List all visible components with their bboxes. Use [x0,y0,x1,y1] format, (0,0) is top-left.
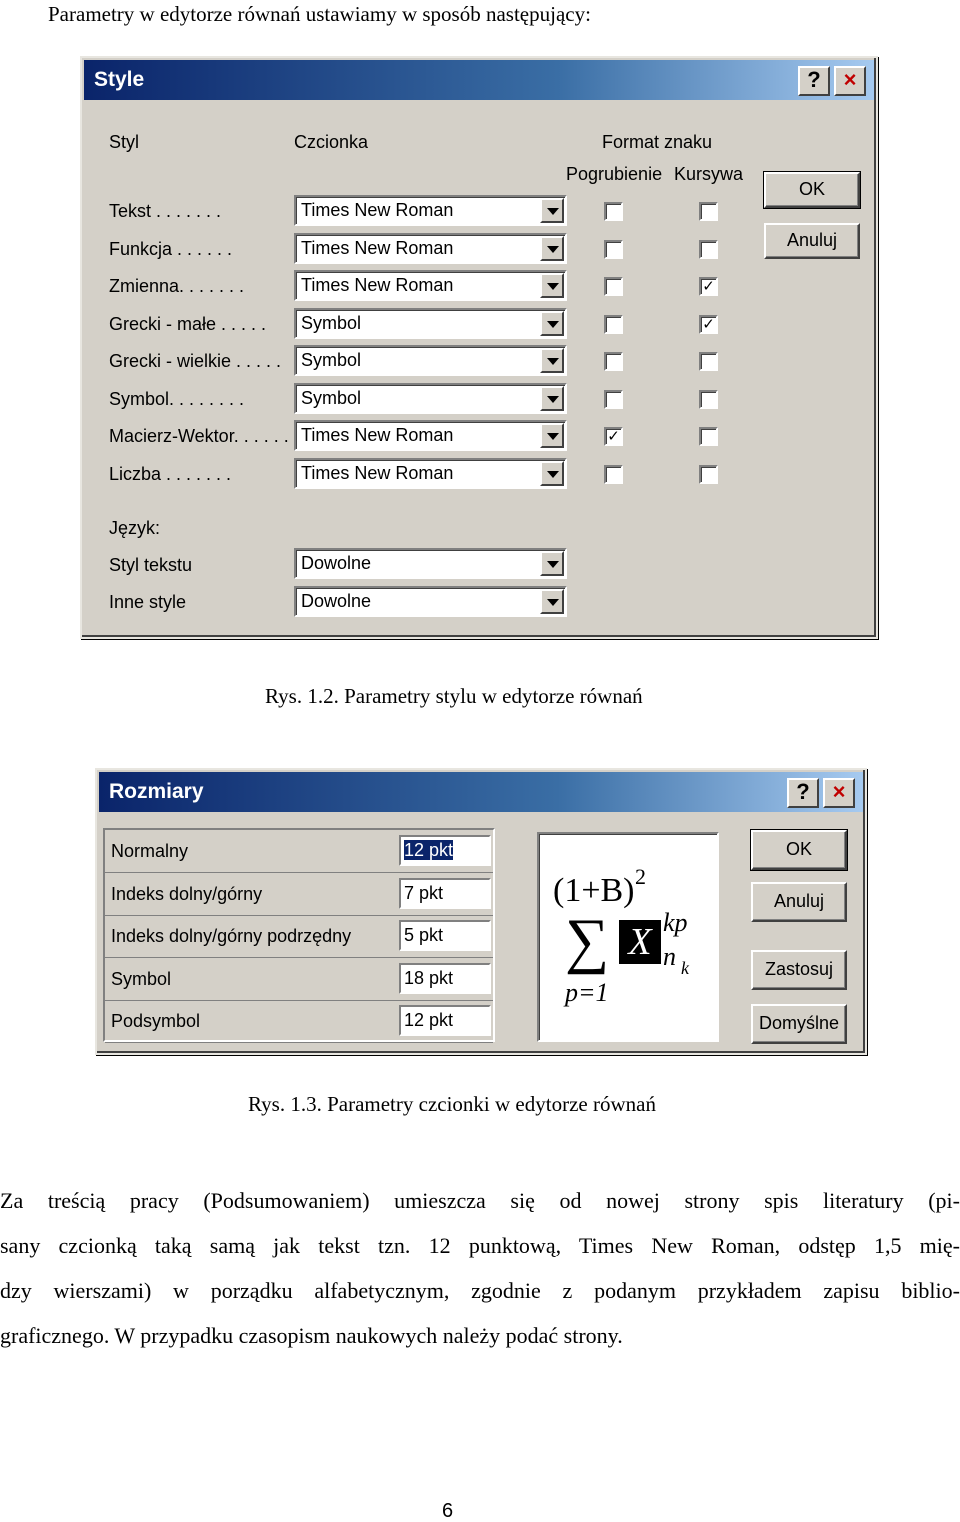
bold-checkbox[interactable] [604,240,623,259]
bold-checkbox[interactable] [604,202,623,221]
font-select-value: Symbol [301,312,362,333]
font-select[interactable] [294,195,567,226]
preview-exp: 2 [635,864,646,889]
size-input-value: 5 pkt [404,925,444,945]
chevron-down-icon[interactable] [540,551,564,576]
font-select-value: Times New Roman [301,275,454,295]
size-row-label: Normalny [111,841,189,861]
font-select[interactable] [294,383,567,414]
help-button[interactable]: ? [787,778,819,808]
cancel-button[interactable]: Anuluj [751,882,847,922]
text-style-label: Styl tekstu [109,555,193,575]
apply-button[interactable]: Zastosuj [751,950,847,990]
bold-checkbox[interactable]: ✓ [604,427,623,446]
formula-preview [537,832,719,1042]
chevron-down-icon[interactable] [540,461,564,486]
size-row [105,873,493,916]
size-row-label: Indeks dolny/górny podrzędny [111,926,352,946]
other-style-value: Dowolne [301,591,372,611]
close-icon[interactable]: × [834,66,866,96]
paragraph-line: Za treścią pracy (Podsumowaniem) umieszcza się od nowej strony spis literatury (pi- [0,1188,960,1213]
preview-sum: ∑ [565,907,610,975]
style-dialog-titlebar[interactable] [84,60,874,100]
chevron-down-icon[interactable] [540,386,564,411]
ok-button[interactable]: OK [751,830,847,870]
size-input[interactable] [399,920,491,951]
sizes-list [103,828,495,1042]
paragraph-line: dzy wierszami) w porządku alfabetycznym, zgodnie z podanym przykładem zapisu biblio- [0,1278,960,1303]
italic-checkbox[interactable]: ✓ [699,315,718,334]
italic-checkbox[interactable] [699,352,718,371]
bold-checkbox[interactable] [604,390,623,409]
chevron-down-icon[interactable] [540,311,564,336]
chevron-down-icon[interactable] [540,198,564,223]
ok-button[interactable]: OK [764,172,860,208]
style-row-label: Liczba . . . . . . . [109,463,232,484]
style-dialog [80,56,878,639]
italic-checkbox[interactable] [699,202,718,221]
text-style-value: Dowolne [301,553,372,573]
preview-subsub: k [681,958,689,978]
font-select-value: Times New Roman [301,462,454,483]
preview-sub: n [663,942,676,971]
sizes-dialog-title: Rozmiary [109,780,204,803]
style-row-label: Grecki - małe . . . . . [109,313,267,334]
chevron-down-icon[interactable] [540,423,564,448]
font-select-value: Symbol [301,350,362,370]
chevron-down-icon[interactable] [540,273,564,298]
cancel-button[interactable]: Anuluj [764,223,860,259]
size-input[interactable] [399,1005,491,1036]
header-bold: Pogrubienie [566,164,663,184]
size-row [105,915,493,958]
font-select[interactable] [294,308,567,339]
italic-checkbox[interactable] [699,390,718,409]
style-row-label: Funkcja . . . . . . [109,238,233,259]
header-italic: Kursywa [674,164,744,184]
chevron-down-icon[interactable] [540,348,564,373]
figure-caption-2: Rys. 1.3. Parametry czcionki w edytorze równań [248,1092,656,1116]
font-select[interactable] [294,270,567,301]
size-row [105,830,493,873]
size-input-value: 18 pkt [404,967,454,988]
chevron-down-icon[interactable] [540,589,564,614]
page-number: 6 [442,1500,454,1522]
style-row-label: Tekst . . . . . . . [109,201,222,221]
figure-caption-1: Rys. 1.2. Parametry stylu w edytorze równań [265,684,643,708]
header-format: Format znaku [602,132,713,152]
italic-checkbox[interactable] [699,240,718,259]
font-select[interactable] [294,420,567,451]
size-input[interactable] [399,963,491,994]
intro-text: Parametry w edytorze równań ustawiamy w sposób następujący: [48,2,591,26]
sizes-dialog [95,768,867,1055]
italic-checkbox[interactable]: ✓ [699,277,718,296]
sizes-dialog-titlebar[interactable] [99,772,863,812]
italic-checkbox[interactable] [699,465,718,484]
size-row [105,958,493,1001]
style-row-label: Symbol. . . . . . . . [109,388,245,409]
size-input[interactable] [399,835,491,866]
size-input-value: 7 pkt [404,882,444,903]
paragraph-line: graficznego. W przypadku czasopism naukowych należy podać strony. [0,1323,623,1348]
size-input-value: 12 pkt [404,840,454,860]
language-label: Język: [109,518,161,538]
bold-checkbox[interactable] [604,277,623,296]
italic-checkbox[interactable] [699,427,718,446]
bold-checkbox[interactable] [604,352,623,371]
style-dialog-title: Style [94,68,145,91]
bold-checkbox[interactable] [604,465,623,484]
size-row-label: Indeks dolny/górny [111,883,263,904]
defaults-button[interactable]: Domyślne [751,1004,847,1044]
preview-var: X [619,920,661,964]
body-paragraph [0,1178,960,1358]
font-select-value: Times New Roman [301,200,454,220]
size-row [105,1000,493,1043]
font-select[interactable] [294,233,567,264]
font-select[interactable] [294,458,567,489]
help-button[interactable]: ? [798,66,830,96]
size-input-value: 12 pkt [404,1010,454,1030]
bold-checkbox[interactable] [604,315,623,334]
font-select-value: Times New Roman [301,425,454,445]
other-style-label: Inne style [109,592,187,612]
text-style-select[interactable] [294,548,567,579]
size-row-label: Symbol [111,968,172,989]
style-row-label: Zmienna. . . . . . . [109,276,245,296]
preview-lower: p=1 [565,978,609,1007]
chevron-down-icon[interactable] [540,236,564,261]
size-row-label: Podsymbol [111,1011,201,1031]
style-row-label: Grecki - wielkie . . . . . [109,351,282,371]
preview-expr: (1+B) [553,872,635,909]
size-input[interactable] [399,878,491,909]
header-font: Czcionka [294,132,369,152]
font-select[interactable] [294,345,567,376]
paragraph-line: sany czcionką taką samą jak tekst tzn. 12 punktową, Times New Roman, odstęp 1,5 mię- [0,1233,960,1258]
close-icon[interactable]: × [823,778,855,808]
preview-sup: kp [663,908,688,937]
style-row-label: Macierz-Wektor. . . . . . [109,426,289,446]
header-style: Styl [109,132,140,152]
font-select-value: Times New Roman [301,237,454,258]
font-select-value: Symbol [301,387,362,408]
other-style-select[interactable] [294,586,567,617]
